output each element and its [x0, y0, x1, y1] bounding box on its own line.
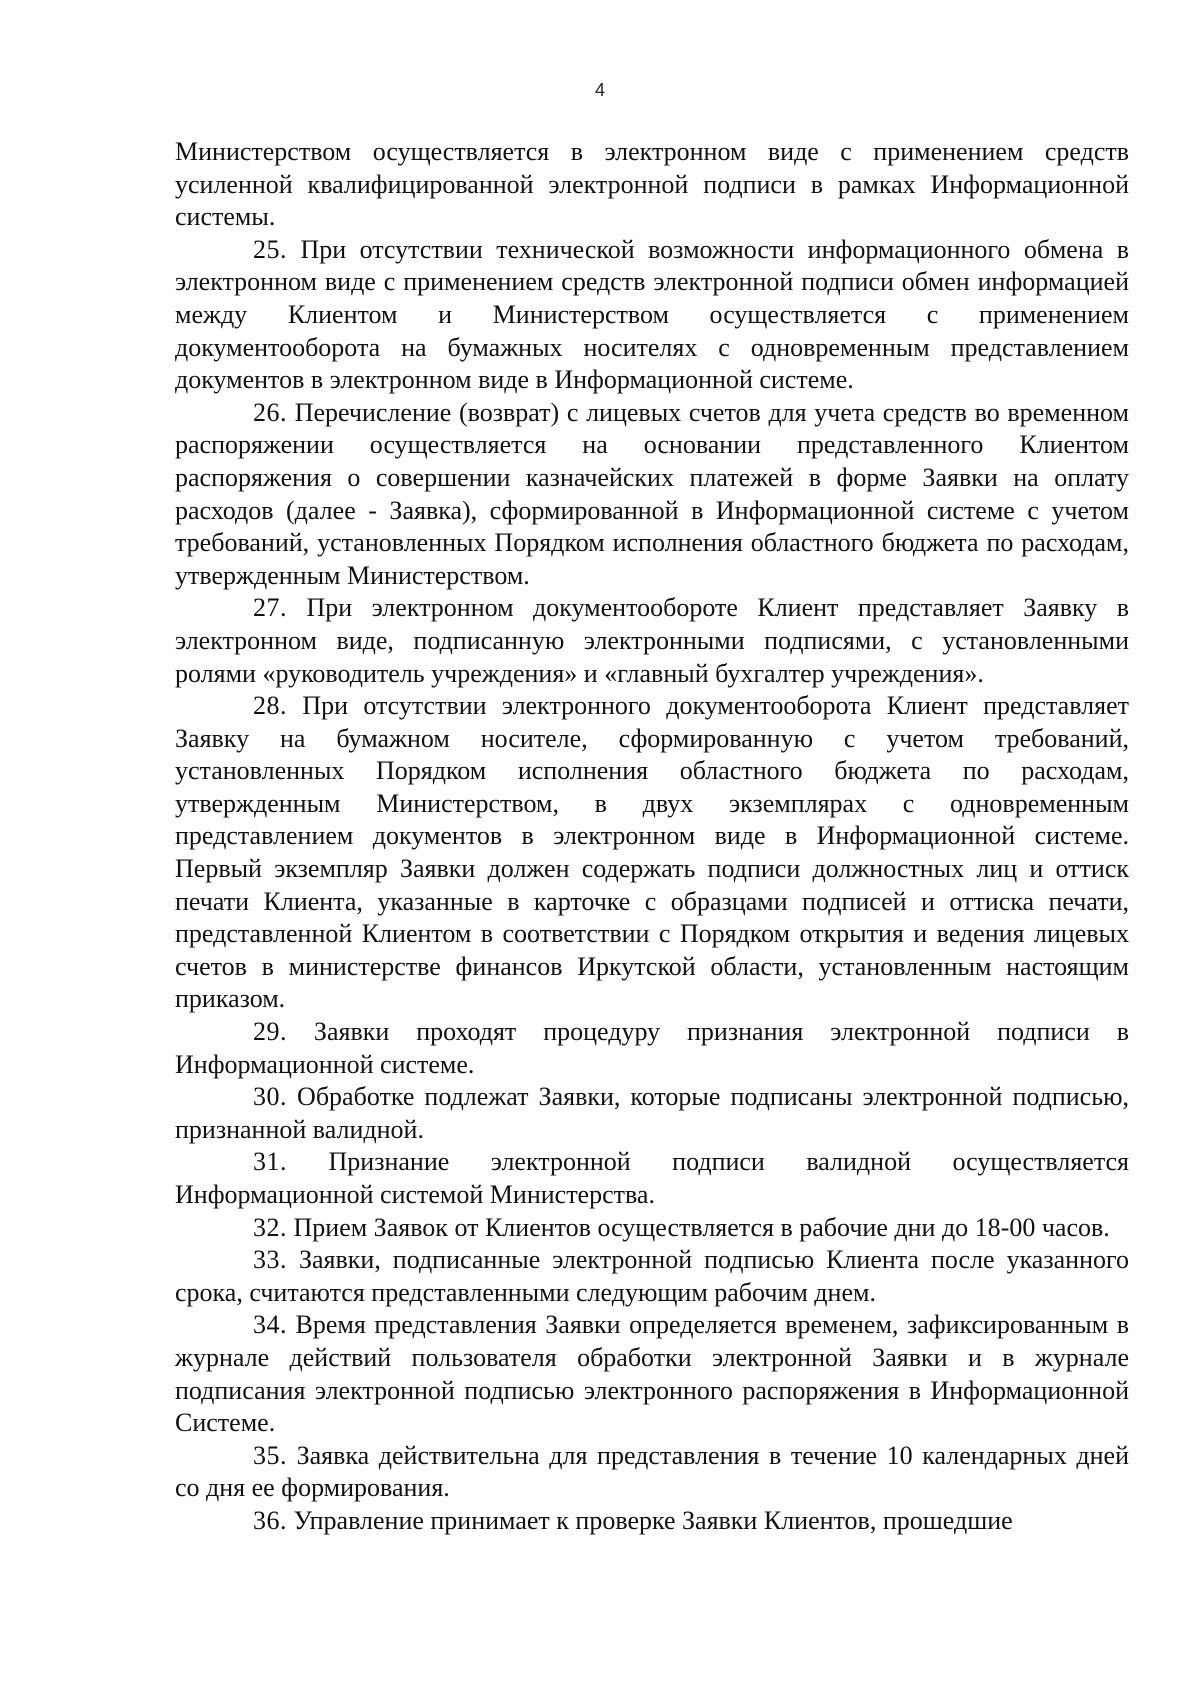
- paragraph-text: Заявки, подписанные электронной подписью Клиента после указанного срока, считаются представленными следующим рабочим днем.: [175, 1245, 1129, 1307]
- paragraph-number: 27.: [253, 593, 287, 623]
- document-body: [175, 136, 1129, 1538]
- paragraph-32: [175, 1212, 1129, 1245]
- paragraph-text: Обработке подлежат Заявки, которые подписаны электронной подписью, признанной валидной.: [175, 1082, 1129, 1144]
- paragraph-text: Заявка действительна для представления в течение 10 календарных дней со дня ее формирования.: [175, 1440, 1129, 1503]
- paragraph-30: [175, 1081, 1129, 1146]
- paragraph-text: При отсутствии электронного документооборота Клиент представляет Заявку на бумажном носителе, сформированную с учетом требований, установленных Порядком исполнения областного бюджета по расходам, утвержденным Министерством, в двух экземплярах с одновременным представлением документов в электронном виде в Информационной системе. Первый экземпляр Заявки должен содержать подписи должностных лиц и оттиск печати Клиента, указанные в карточке с образцами подписей и оттиска печати, представленной Клиентом в соответствии с Порядком открытия и ведения лицевых счетов в министерстве финансов Иркутской области, установленным настоящим приказом.: [175, 691, 1129, 1014]
- paragraph-29: [175, 1016, 1129, 1081]
- paragraph-number: 31.: [253, 1147, 287, 1177]
- paragraph-number: 32.: [253, 1212, 287, 1242]
- paragraph-number: 29.: [253, 1017, 287, 1047]
- paragraph-text: Прием Заявок от Клиентов осуществляется в рабочие дни до 18-00 часов.: [293, 1212, 1110, 1242]
- paragraph-text: Время представления Заявки определяется временем, зафиксированным в журнале действий пользователя обработки электронной Заявки и в журнале подписания электронной подписью электронного распоряжения в Информационной Системе.: [175, 1310, 1130, 1438]
- paragraph-text: Признание электронной подписи валидной осуществляется Информационной системой Министерства.: [175, 1147, 1130, 1209]
- paragraph-35: [175, 1440, 1129, 1505]
- paragraph-31: [175, 1146, 1129, 1211]
- paragraph-number: 35.: [253, 1440, 287, 1470]
- paragraph-text: Управление принимает к проверке Заявки Клиентов, прошедшие: [293, 1505, 1013, 1535]
- paragraph-25: [175, 234, 1129, 397]
- paragraph-number: 34.: [253, 1310, 287, 1340]
- paragraph-continuation: [175, 136, 1129, 234]
- paragraph-number: 33.: [253, 1245, 287, 1275]
- paragraph-text: Министерством осуществляется в электронном виде с применением средств усиленной квалифицированной электронной подписи в рамках Информационной системы.: [175, 137, 1129, 232]
- paragraph-33: [175, 1244, 1129, 1309]
- paragraph-text: Заявки проходят процедуру признания электронной подписи в Информационной системе.: [175, 1017, 1129, 1079]
- paragraph-34: [175, 1309, 1129, 1439]
- paragraph-text: При электронном документообороте Клиент представляет Заявку в электронном виде, подписанную электронными подписями, с установленными ролями «руководитель учреждения» и «главный бухгалтер учреждения».: [175, 593, 1129, 688]
- paragraph-28: [175, 690, 1129, 1016]
- paragraph-text: Перечисление (возврат) с лицевых счетов для учета средств во временном распоряжении осуществляется на основании представленного Клиентом распоряжения о совершении казначейских платежей в форме Заявки на оплату расходов (далее - Заявка), сформированной в Информационной системе с учетом требований, установленных Порядком исполнения областного бюджета по расходам, утвержденным Министерством.: [175, 397, 1130, 590]
- paragraph-36: [175, 1505, 1129, 1538]
- paragraph-number: 25.: [253, 234, 287, 264]
- paragraph-number: 30.: [253, 1082, 287, 1112]
- paragraph-number: 28.: [253, 691, 287, 721]
- paragraph-26: [175, 397, 1129, 593]
- paragraph-text: При отсутствии технической возможности информационного обмена в электронном виде с применением средств электронной подписи обмен информацией между Клиентом и Министерством осуществляется с применением документооборота на бумажных носителях с одновременным представлением документов в электронном виде в Информационной системе.: [175, 234, 1129, 395]
- paragraph-27: [175, 592, 1129, 690]
- paragraph-number: 36.: [253, 1505, 287, 1535]
- paragraph-number: 26.: [253, 397, 287, 427]
- page-number: 4: [594, 80, 605, 100]
